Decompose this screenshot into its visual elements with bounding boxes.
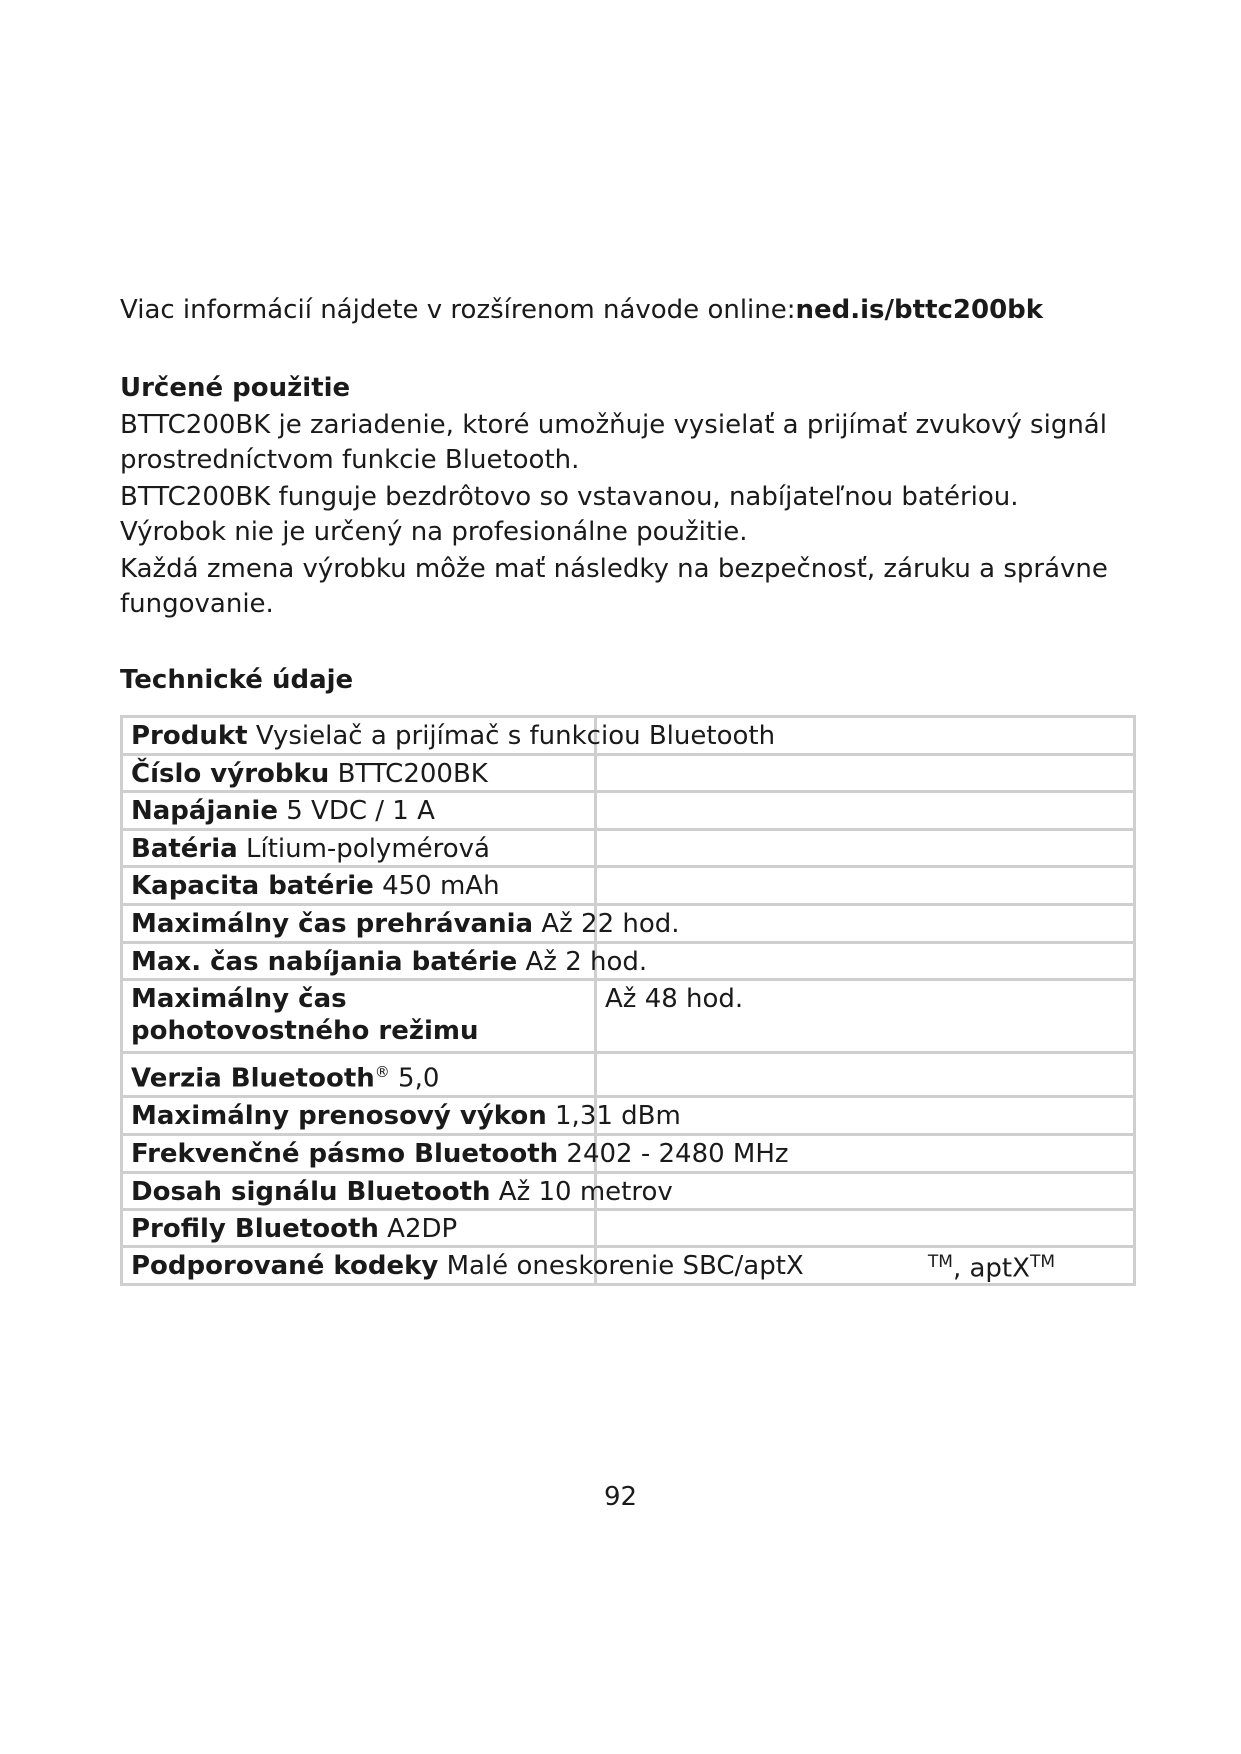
spec-value: 2402 - 2480 MHz <box>566 1138 789 1169</box>
spec-value: BTTC200BK <box>337 759 488 789</box>
table-row <box>122 1134 1135 1172</box>
registered-mark: ® <box>374 1063 390 1081</box>
table-row <box>122 792 1135 830</box>
spec-label: Podporované kodeky <box>131 1250 439 1281</box>
table-row <box>122 717 1135 755</box>
manual-link[interactable]: ned.is/bttc200bk <box>795 295 1044 325</box>
spec-label: Profily Bluetooth <box>131 1213 379 1244</box>
codec-trademarks <box>928 1252 1055 1284</box>
spec-label: Maximálny čas prehrávania <box>131 909 534 939</box>
table-row <box>122 1246 1135 1284</box>
spec-value: 1,31 dBm <box>555 1100 681 1131</box>
usage-paragraph-2: BTTC200BK funguje bezdrôtovo so vstavanou, nabíjateľnou batériou. Výrobok nie je určený na profesionálne použitie. <box>120 482 1019 547</box>
specs-table <box>120 715 1136 1286</box>
spec-label: Číslo výrobku <box>131 759 330 789</box>
usage-paragraph-3: Každá zmena výrobku môže mať následky na bezpečnosť, záruku a správne fungovanie. <box>120 554 1108 619</box>
codec-tail: , aptX <box>952 1253 1030 1284</box>
table-row <box>122 830 1135 867</box>
spec-value: A2DP <box>387 1213 458 1244</box>
table-row <box>122 1053 1135 1097</box>
spec-label: Batéria <box>131 834 238 864</box>
spec-label: Dosah signálu Bluetooth <box>131 1176 491 1207</box>
spec-label: Napájanie <box>131 796 278 826</box>
spec-label: Maximálny čas pohotovostného režimu <box>131 984 479 1046</box>
table-row <box>122 1209 1135 1246</box>
document-page <box>120 292 1130 1286</box>
specs-heading: Technické údaje <box>120 665 354 695</box>
table-row <box>122 980 1135 1053</box>
trademark-mark: TM <box>927 1251 953 1272</box>
spec-label: Max. čas nabíjania batérie <box>131 947 518 977</box>
spec-value: 450 mAh <box>382 871 500 901</box>
usage-paragraph-1: BTTC200BK je zariadenie, ktoré umožňuje vysielať a prijímať zvukový signál prostredníctvom funkcie Bluetooth. <box>120 410 1107 475</box>
spec-value: Až 48 hod. <box>605 984 744 1014</box>
table-row <box>122 867 1135 905</box>
spec-value: Až 2 hod. <box>525 947 648 977</box>
spec-label: Frekvenčné pásmo Bluetooth <box>131 1138 559 1169</box>
info-line <box>120 292 1130 328</box>
spec-value: 5 VDC / 1 A <box>286 796 435 826</box>
spec-label: Verzia Bluetooth <box>131 1063 375 1094</box>
table-row <box>122 1172 1135 1209</box>
table-row <box>122 1096 1135 1134</box>
trademark-mark: TM <box>1029 1251 1055 1272</box>
page-number: 92 <box>603 1482 638 1512</box>
table-row <box>122 905 1135 943</box>
spec-label: Produkt <box>131 721 248 751</box>
spec-label: Kapacita batérie <box>131 871 374 901</box>
usage-heading: Určené použitie <box>120 373 351 403</box>
spec-value: Až 22 hod. <box>541 909 680 939</box>
info-text: Viac informácií nájdete v rozšírenom návode online: <box>120 295 796 325</box>
table-row <box>122 755 1135 792</box>
spec-value: 5,0 <box>398 1063 440 1094</box>
table-row <box>122 943 1135 980</box>
spec-value: Malé oneskorenie SBC/aptX <box>446 1250 804 1281</box>
spec-value: Lítium-polymérová <box>245 834 490 864</box>
spec-value: Až 10 metrov <box>498 1176 673 1207</box>
spec-value: Vysielač a prijímač s funkciou Bluetooth <box>255 721 776 751</box>
spec-label: Maximálny prenosový výkon <box>131 1100 547 1131</box>
